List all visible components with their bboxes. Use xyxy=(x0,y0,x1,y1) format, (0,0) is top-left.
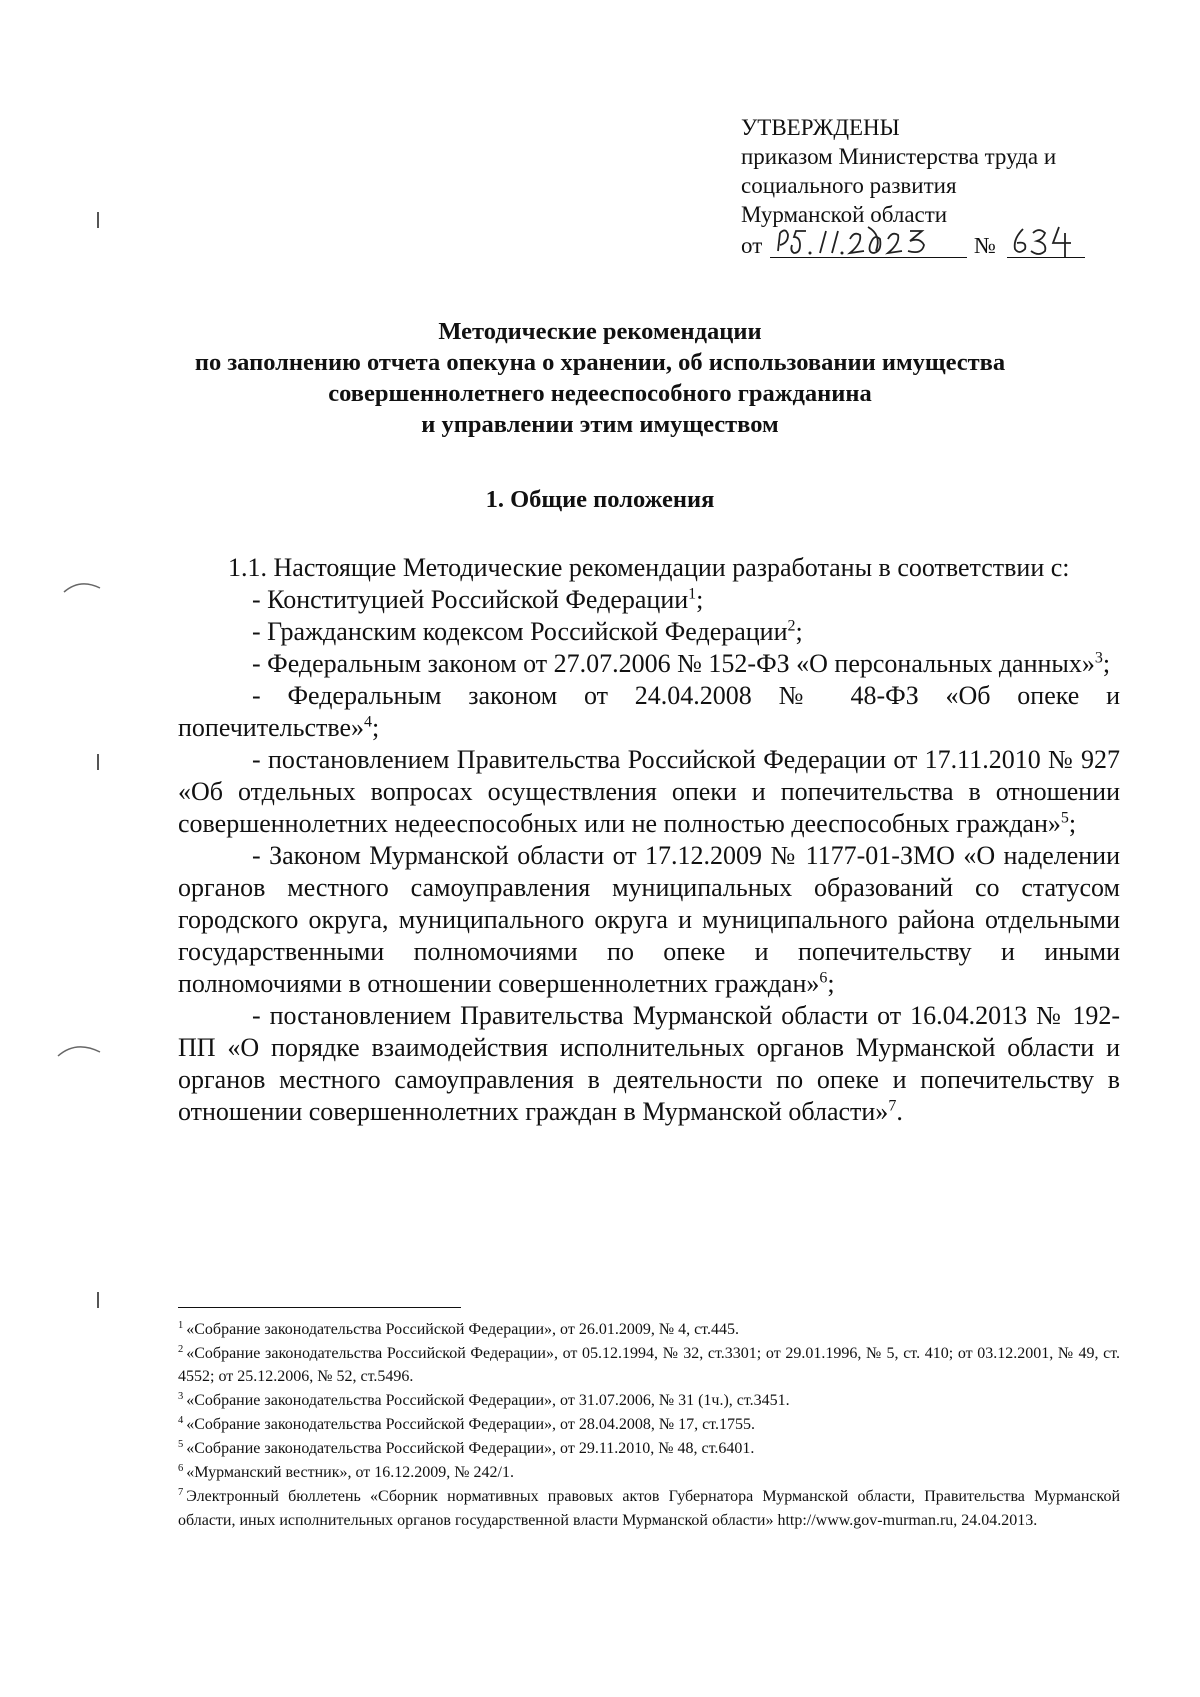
paragraph-tail: . xyxy=(896,1097,903,1126)
footnote xyxy=(178,1437,1120,1460)
footnote-text: Электронный бюллетень «Сборник нормативных правовых актов Губернатора Мурманской области, Правительства Мурманской области, иных исполнительных органов государственной власти Мурманской области» http://www.gov-murman.ru, 24.04.2013. xyxy=(178,1488,1120,1529)
title-line: по заполнению отчета опекуна о хранении, об использовании имущества xyxy=(194,349,1006,376)
title-line: совершеннолетнего недееспособного гражданина xyxy=(328,380,872,407)
footnote xyxy=(178,1318,1120,1341)
scan-mark-artifact xyxy=(62,574,102,596)
footnote-number: 2 xyxy=(178,1343,184,1355)
footnote-number: 7 xyxy=(178,1486,184,1498)
paragraph-text: - Конституцией Российской Федерации xyxy=(252,585,689,614)
paragraph xyxy=(178,552,1120,584)
handwritten-order-number xyxy=(1009,223,1079,259)
footnote-text: «Собрание законодательства Российской Федерации», от 28.04.2008, № 17, ст.1755. xyxy=(186,1416,755,1433)
approval-line: социального развития xyxy=(741,173,957,198)
title-line: Методические рекомендации xyxy=(438,318,762,345)
scan-mark-artifact xyxy=(56,1038,102,1060)
footnote-ref: 6 xyxy=(819,969,828,987)
footnote-text: «Собрание законодательства Российской Федерации», от 31.07.2006, № 31 (1ч.), ст.3451. xyxy=(186,1392,790,1409)
footnote xyxy=(178,1461,1120,1484)
order-reference xyxy=(741,231,1121,261)
paragraph-tail: ; xyxy=(696,585,704,614)
paragraph-tail: ; xyxy=(827,969,835,998)
footnote-text: «Мурманский вестник», от 16.12.2009, № 242/1. xyxy=(186,1464,514,1481)
approval-line: приказом Министерства труда и xyxy=(741,144,1057,169)
approval-block xyxy=(741,113,1121,261)
footnote-number: 1 xyxy=(178,1319,184,1331)
footnote-ref: 4 xyxy=(364,713,373,731)
title-line: и управлении этим имуществом xyxy=(421,411,779,438)
paragraph xyxy=(178,744,1120,840)
footnote xyxy=(178,1485,1120,1533)
paragraph-tail: ; xyxy=(1068,809,1077,838)
approval-heading: УТВЕРЖДЕНЫ xyxy=(741,115,900,140)
scan-mark-artifact xyxy=(95,210,101,230)
footnote-text: «Собрание законодательства Российской Федерации», от 26.01.2009, № 4, ст.445. xyxy=(186,1321,739,1338)
paragraph xyxy=(178,1000,1120,1128)
paragraph-text: - постановлением Правительства Мурманской области от 16.04.2013 № 192-ПП «О порядке взаимодействия исполнительных органов Мурманской области и органов местного самоуправления в деятельности по опеке и попечительству в отношении совершеннолетних граждан в Мурманской области» xyxy=(178,1001,1120,1126)
footnote-ref: 5 xyxy=(1060,809,1069,827)
paragraph-tail: ; xyxy=(795,617,803,646)
footnote-number: 4 xyxy=(178,1414,184,1426)
number-underline xyxy=(1007,257,1085,258)
footnote-text: «Собрание законодательства Российской Федерации», от 29.11.2010, № 48, ст.6401. xyxy=(186,1440,755,1457)
footnote-number: 5 xyxy=(178,1438,184,1450)
footnote-ref: 3 xyxy=(1094,649,1103,667)
footnote-number: 6 xyxy=(178,1462,184,1474)
paragraph-text: - Федеральным законом от 24.04.2008 № 48-ФЗ «Об опеке и попечительстве» xyxy=(178,681,1120,742)
footnote-ref: 2 xyxy=(787,617,796,635)
document-body xyxy=(178,552,1120,1128)
date-underline xyxy=(770,257,967,258)
paragraph-text: - Федеральным законом от 27.07.2006 № 152-ФЗ «О персональных данных» xyxy=(252,649,1095,678)
scan-mark-artifact xyxy=(95,752,101,772)
paragraph-tail: ; xyxy=(372,713,380,742)
paragraph-text: - постановлением Правительства Российской Федерации от 17.11.2010 № 927 «Об отдельных вопросах осуществления опеки и попечительства в отношении совершеннолетних недееспособных или не полностью дееспособных граждан» xyxy=(178,745,1120,838)
section-heading: 1. Общие положения xyxy=(485,486,715,513)
footnote xyxy=(178,1342,1120,1388)
handwritten-order-date xyxy=(770,225,965,259)
order-prefix: от xyxy=(741,233,763,258)
footnote xyxy=(178,1413,1120,1436)
paragraph-text: - Законом Мурманской области от 17.12.2009 № 1177-01-ЗМО «О наделении органов местного самоуправления муниципальных образований со статусом городского округа, муниципального округа и муниципального района отдельными государственными полномочиями по опеке и попечительству и иными полномочиями в отношении совершеннолетних граждан» xyxy=(178,841,1120,998)
paragraph-text: - Гражданским кодексом Российской Федерации xyxy=(252,617,788,646)
paragraph xyxy=(178,584,1120,616)
footnote-ref: 7 xyxy=(888,1097,897,1115)
footnote xyxy=(178,1389,1120,1412)
paragraph xyxy=(178,648,1120,680)
paragraph-text: 1.1. Настоящие Методические рекомендации разработаны в соответствии с: xyxy=(228,553,1070,582)
footnote-text: «Собрание законодательства Российской Федерации», от 05.12.1994, № 32, ст.3301; от 29.01.1996, № 5, ст. 410; от 03.12.2001, № 49, ст. 4552; от 25.12.2006, № 52, ст.5496. xyxy=(178,1345,1120,1385)
footnote-number: 3 xyxy=(178,1390,184,1402)
scan-mark-artifact xyxy=(95,1290,101,1310)
footnote-ref: 1 xyxy=(688,585,697,603)
order-number-sign: № xyxy=(974,233,996,258)
paragraph-tail: ; xyxy=(1102,649,1111,678)
paragraph xyxy=(178,680,1120,744)
paragraph xyxy=(178,616,1120,648)
paragraph xyxy=(178,840,1120,1000)
approval-line: Мурманской области xyxy=(741,202,948,227)
document-title xyxy=(150,316,1050,440)
footnote-separator xyxy=(178,1307,461,1308)
footnotes xyxy=(178,1318,1120,1534)
